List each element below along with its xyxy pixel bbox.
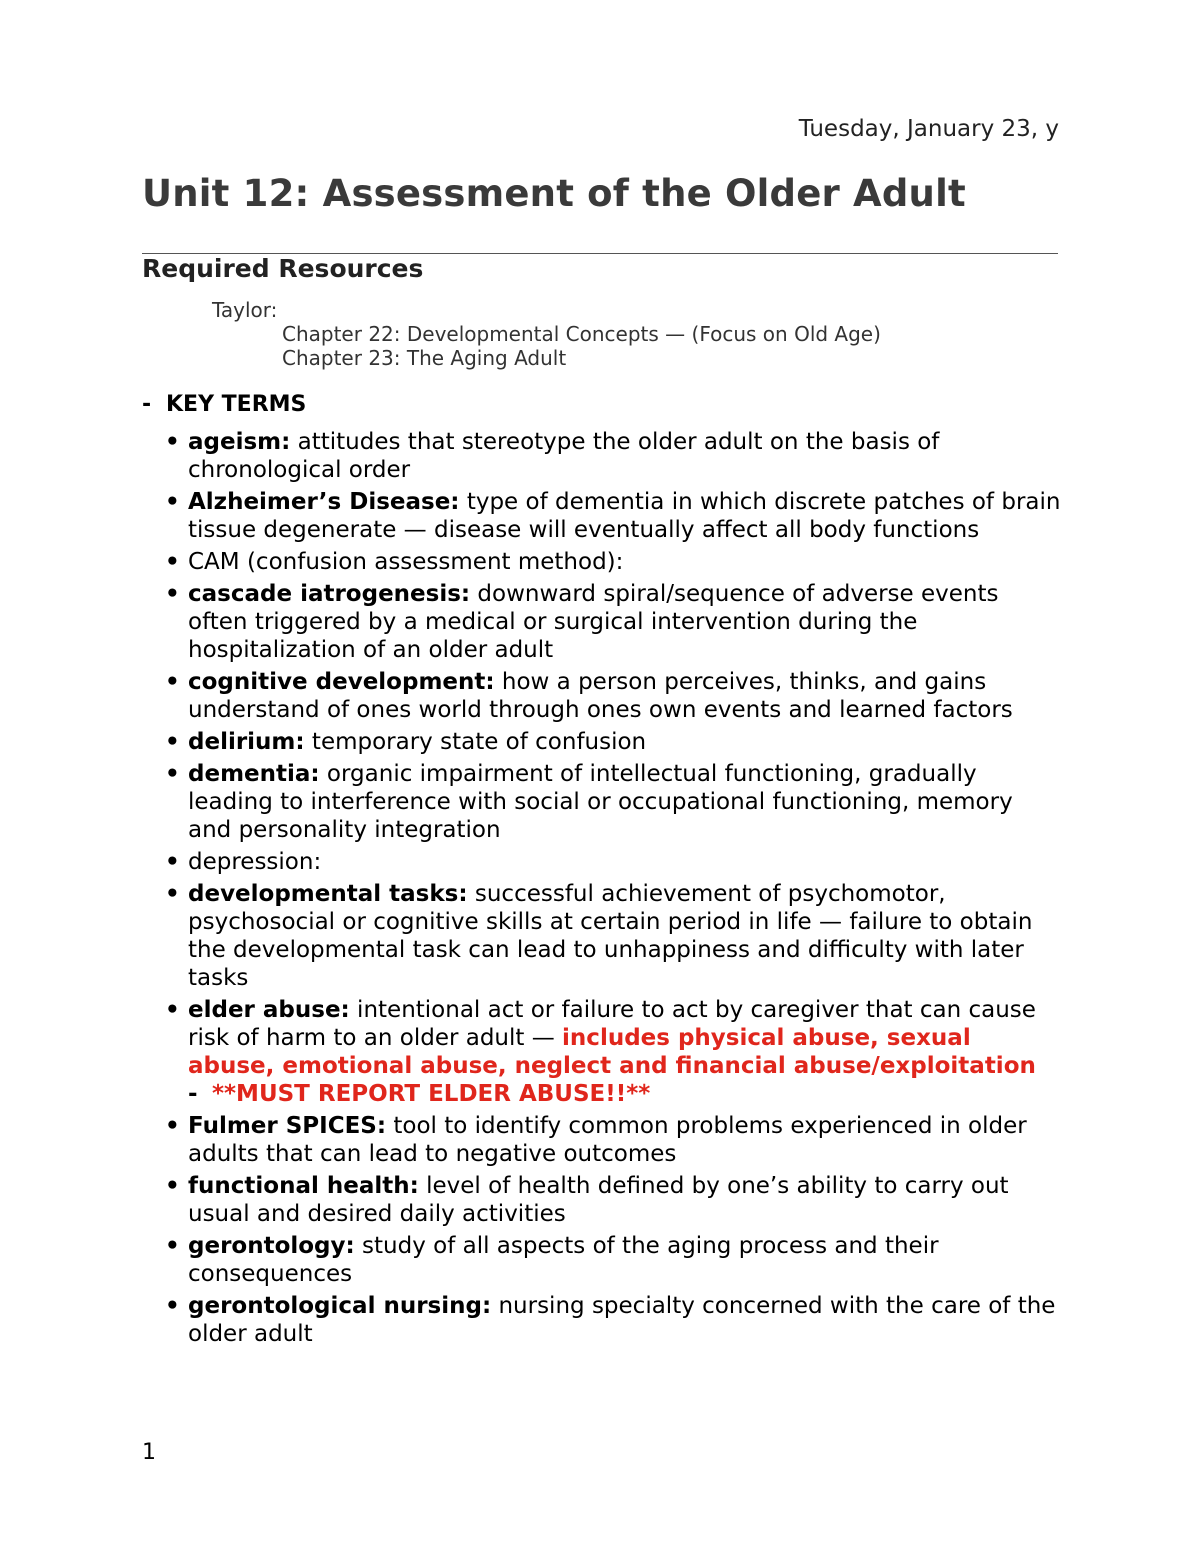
term-definition: successful achievement of psychomotor, psychosocial or cognitive skills at certain period in life — failure to obtain the developmental task can lead to unhappiness and difficulty with later tasks [188, 881, 1033, 991]
term-definition: tool to identify common problems experienced in older adults that can lead to negative outcomes [188, 1113, 1027, 1167]
page-number: 1 [142, 1440, 156, 1465]
elder-abuse-note [188, 1080, 1062, 1108]
key-terms-heading [142, 392, 306, 417]
term-definition: organic impairment of intellectual functioning, gradually leading to interference with social or occupational functioning, memory and personality integration [188, 761, 1013, 843]
term-name: Fulmer SPICES: [188, 1113, 387, 1139]
term-definition: CAM (confusion assessment method): [188, 549, 624, 575]
term-name: cognitive development: [188, 669, 495, 695]
list-item [162, 880, 1062, 992]
term-definition: how a person perceives, thinks, and gains understand of ones world through ones own events and learned factors [188, 669, 1013, 723]
list-item [162, 1112, 1062, 1168]
term-name: delirium: [188, 729, 305, 755]
term-name: ageism: [188, 429, 291, 455]
term-definition: attitudes that stereotype the older adult on the basis of chronological order [188, 429, 940, 483]
term-name: functional health: [188, 1173, 419, 1199]
term-name: cascade iatrogenesis: [188, 581, 471, 607]
term-definition: intentional act or failure to act by caregiver that can cause risk of harm to an older adult — [188, 997, 1036, 1051]
chapter-item: Chapter 22: Developmental Concepts — (Focus on Old Age) [282, 322, 881, 346]
term-definition: level of health defined by one’s ability to carry out usual and desired daily activities [188, 1173, 1009, 1227]
term-name: developmental tasks: [188, 881, 468, 907]
term-definition: type of dementia in which discrete patches of brain tissue degenerate — disease will eventually affect all body functions [188, 489, 1061, 543]
list-item [162, 668, 1062, 724]
list-item [162, 848, 1062, 876]
term-name: gerontological nursing: [188, 1293, 492, 1319]
dash-marker: - [142, 392, 152, 417]
report-warning: **MUST REPORT ELDER ABUSE!!** [212, 1081, 651, 1107]
term-definition: downward spiral/sequence of adverse events often triggered by a medical or surgical intervention during the hospitalization of an older adult [188, 581, 999, 663]
list-item [162, 1232, 1062, 1288]
list-item [162, 728, 1062, 756]
term-definition: study of all aspects of the aging process and their consequences [188, 1233, 939, 1287]
list-item [162, 488, 1062, 544]
term-name: gerontology: [188, 1233, 355, 1259]
list-item [162, 1172, 1062, 1228]
list-item [162, 1292, 1062, 1348]
term-name: dementia: [188, 761, 320, 787]
list-item [162, 580, 1062, 664]
chapter-item: Chapter 23: The Aging Adult [282, 346, 567, 370]
list-item [162, 428, 1062, 484]
required-resources-heading: Required Resources [142, 254, 424, 283]
list-item [162, 760, 1062, 844]
key-terms-label: KEY TERMS [166, 392, 307, 417]
page-title: Unit 12: Assessment of the Older Adult [142, 172, 966, 215]
date-header: Tuesday, January 23, y [798, 116, 1059, 142]
key-terms-list [162, 428, 1062, 1352]
chapter-list [282, 322, 881, 370]
resource-source: Taylor: [212, 298, 278, 322]
term-name: Alzheimer’s Disease: [188, 489, 460, 515]
required-resources [212, 298, 881, 370]
dash-marker: - [188, 1081, 198, 1107]
term-name: elder abuse: [188, 997, 350, 1023]
term-definition: temporary state of confusion [304, 729, 647, 755]
list-item [162, 548, 1062, 576]
term-definition: depression: [188, 849, 322, 875]
list-item [162, 996, 1062, 1108]
term-definition: nursing specialty concerned with the care of the older adult [188, 1293, 1056, 1347]
highlighted-text: includes physical abuse, sexual abuse, emotional abuse, neglect and financial abuse/exploitation [188, 1025, 1036, 1079]
